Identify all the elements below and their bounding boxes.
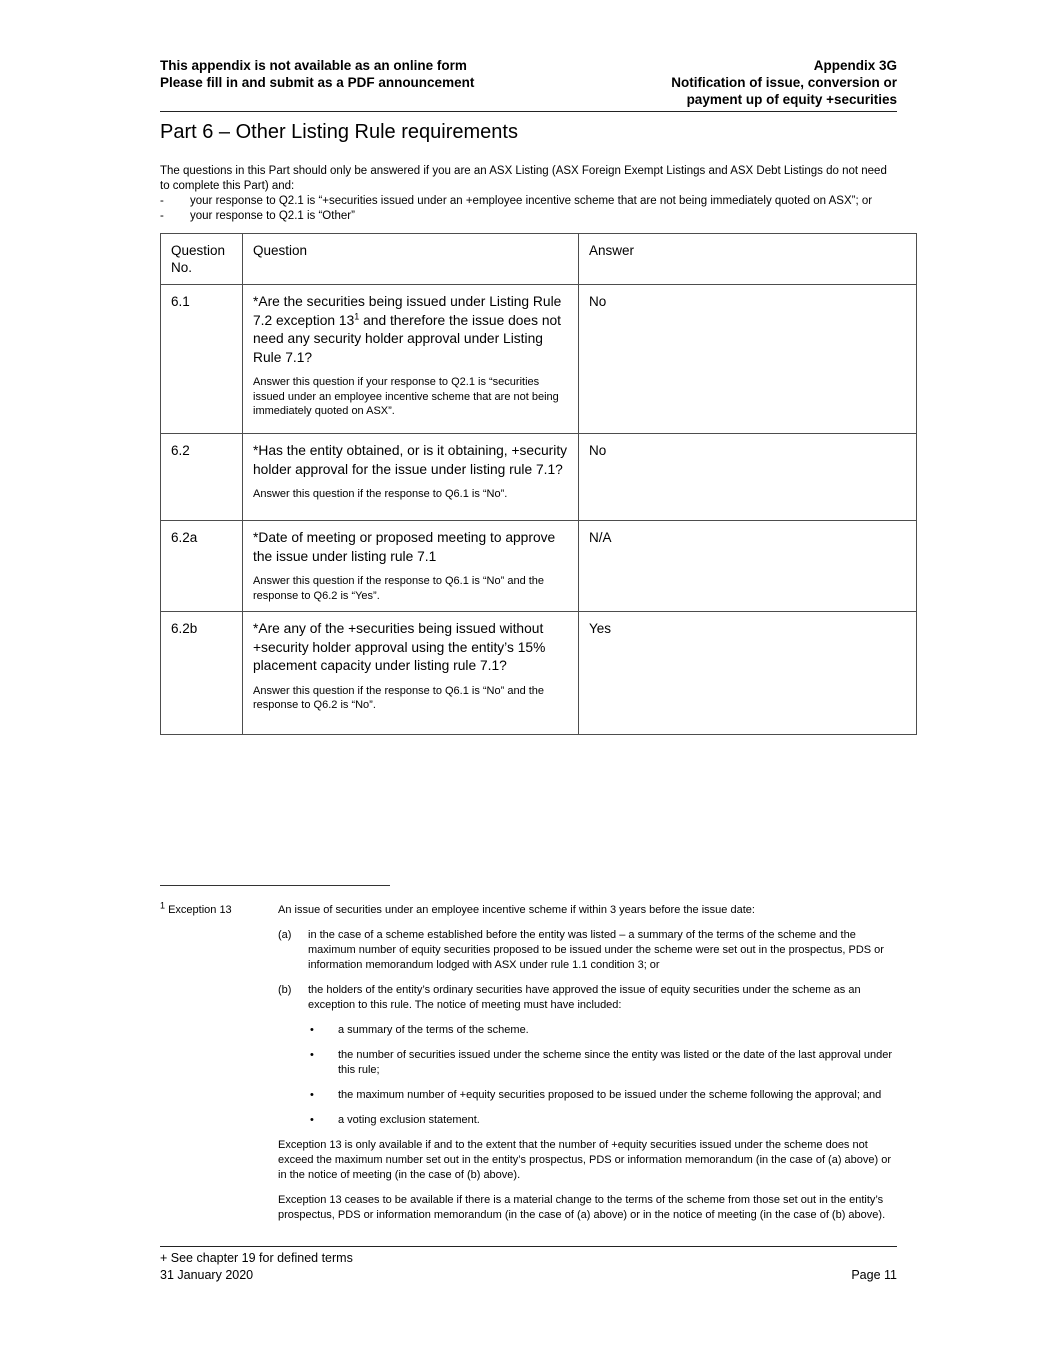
footnote-paragraph: Exception 13 ceases to be available if there is a material change to the terms of the scheme from those set out in the entity’s prospectus, PDS or information memorandum (in the case of (a) above) or in the notice of meeting (in the case of (b) above).	[278, 1194, 886, 1221]
bullet-marker: •	[310, 1024, 314, 1036]
footer-divider	[160, 1246, 897, 1247]
question-no: 6.2a	[161, 521, 243, 612]
question-text	[253, 293, 570, 367]
header-right-line3: payment up of equity +securities	[686, 92, 897, 107]
footnote-label	[160, 900, 278, 1233]
question-text: *Has the entity obtained, or is it obtaining, +security holder approval for the issue under listing rule 7.1?	[253, 443, 568, 477]
intro-list-item	[160, 209, 897, 224]
item-text: the holders of the entity’s ordinary securities have approved the issue of equity securities under the scheme as an exception to this rule. The notice of meeting must have included:	[308, 984, 861, 1011]
col-header-answer: Answer	[579, 234, 917, 285]
bullet-marker: •	[310, 1049, 314, 1061]
footnote-body	[278, 903, 897, 1233]
question-cell	[243, 434, 579, 521]
col-header-question: Question	[243, 234, 579, 285]
question-text-part: *Are the securities being issued under Listing Rule 7.2 exception 13	[253, 294, 562, 328]
footnote-divider	[160, 885, 390, 886]
question-no: 6.2b	[161, 612, 243, 735]
header-right-line2: Notification of issue, conversion or	[671, 75, 897, 90]
footnote-paragraph: Exception 13 is only available if and to the extent that the number of +equity securities issued under the scheme does not exceed the maximum number set out in the entity’s prospectus, PDS or information memorandum (in the case of (a) above) or in the notice of meeting (in the case of (b) above).	[278, 1139, 892, 1181]
footnote-marker: 1	[160, 900, 166, 911]
question-no: 6.1	[161, 285, 243, 434]
question-note: Answer this question if the response to Q6.1 is “No”.	[253, 488, 508, 500]
bullet-text: the maximum number of +equity securities proposed to be issued under the scheme following the approval; and	[338, 1089, 882, 1101]
question-note: Answer this question if your response to Q2.1 is “securities issued under an employee incentive scheme that are not being immediately quoted on ASX”.	[253, 376, 559, 417]
table-header-row	[161, 234, 917, 285]
page-header	[160, 57, 897, 108]
col-header-question-no: Question No.	[161, 234, 243, 285]
bullet-text: a voting exclusion statement.	[338, 1114, 480, 1126]
footnote-intro: An issue of securities under an employee incentive scheme if within 3 years before the issue date:	[278, 904, 755, 916]
intro-item-text: your response to Q2.1 is “+securities issued under an +employee incentive scheme that are not being immediately quoted on ASX”; or	[190, 195, 873, 207]
answer-value: N/A	[579, 521, 917, 612]
footer-date: 31 January 2020	[160, 1268, 254, 1282]
dash-marker: -	[160, 210, 164, 222]
table-row	[161, 285, 917, 434]
intro-block	[160, 164, 897, 224]
footnote-block	[160, 900, 897, 1233]
question-note: Answer this question if the response to Q6.1 is “No” and the response to Q6.2 is “No”.	[253, 684, 545, 711]
dash-marker: -	[160, 195, 164, 207]
question-cell	[243, 285, 579, 434]
intro-list-item	[160, 194, 897, 209]
page-number: Page 11	[851, 1268, 897, 1282]
header-left-line1: This appendix is not available as an online form	[160, 58, 467, 73]
footnote-reference: 1	[354, 310, 360, 321]
header-left	[160, 57, 474, 108]
table-row	[161, 521, 917, 612]
question-cell	[243, 521, 579, 612]
table-row	[161, 434, 917, 521]
bullet-marker: •	[310, 1089, 314, 1101]
question-text: *Date of meeting or proposed meeting to approve the issue under listing rule 7.1	[253, 530, 556, 564]
list-item	[308, 1048, 897, 1078]
question-text: *Are any of the +securities being issued without +security holder approval using the entity’s 15% placement capacity under listing rule 7.1?	[253, 621, 546, 673]
question-text-part: and therefore the issue does not need any security holder approval under Listing Rule 7.1?	[253, 312, 562, 365]
page-footer	[160, 1246, 897, 1284]
question-cell	[243, 612, 579, 735]
bullet-text: a summary of the terms of the scheme.	[338, 1024, 529, 1036]
questions-table	[160, 233, 917, 735]
footnote-bullet-list	[308, 1023, 897, 1128]
footnote-label-text: Exception 13	[168, 904, 232, 916]
footer-row	[160, 1267, 897, 1284]
intro-lead: The questions in this Part should only be answered if you are an ASX Listing (ASX Foreign Exempt Listings and ASX Debt Listings do not need to complete this Part) and:	[160, 165, 887, 192]
table-row	[161, 612, 917, 735]
item-marker: (a)	[278, 929, 292, 941]
question-no: 6.2	[161, 434, 243, 521]
answer-value: No	[579, 285, 917, 434]
item-marker: (b)	[278, 984, 292, 996]
defined-terms-note: + See chapter 19 for defined terms	[160, 1251, 353, 1265]
list-item	[308, 1113, 897, 1128]
appendix-label: Appendix 3G	[813, 58, 897, 73]
list-item	[308, 1088, 897, 1103]
header-left-line2: Please fill in and submit as a PDF announcement	[160, 75, 475, 90]
question-note: Answer this question if the response to Q6.1 is “No” and the response to Q6.2 is “Yes”.	[253, 575, 545, 602]
answer-value: No	[579, 434, 917, 521]
footnote-item-a	[278, 928, 897, 973]
bullet-text: the number of securities issued under the scheme since the entity was listed or the date of the last approval under this rule;	[338, 1049, 892, 1076]
intro-item-text: your response to Q2.1 is “Other”	[190, 210, 355, 222]
page-title: Part 6 – Other Listing Rule requirements	[160, 121, 518, 143]
item-text: in the case of a scheme established before the entity was listed – a summary of the terms of the scheme and the maximum number of equity securities proposed to be issued under the scheme were set out in the prospectus, PDS or information memorandum lodged with ASX under rule 1.1 condition 3; or	[308, 929, 884, 971]
header-right	[671, 57, 897, 108]
answer-value: Yes	[579, 612, 917, 735]
header-divider	[160, 111, 897, 112]
footnote-item-b	[278, 983, 897, 1013]
bullet-marker: •	[310, 1114, 314, 1126]
list-item	[308, 1023, 897, 1038]
